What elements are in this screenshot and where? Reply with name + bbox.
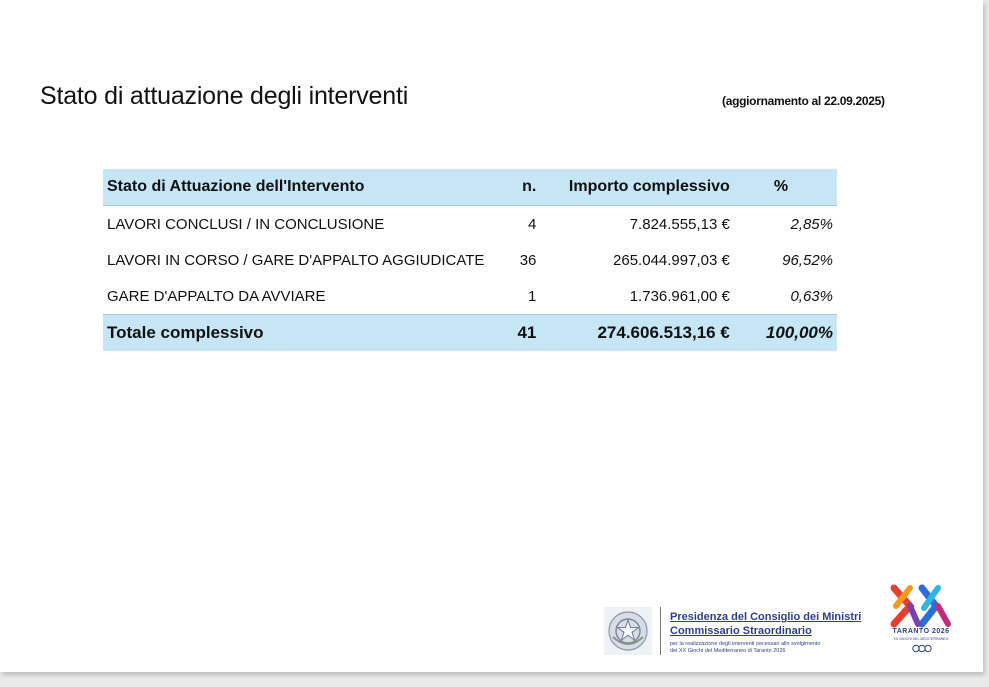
table-row: [103, 242, 837, 278]
page-title: Stato di attuazione degli interventi: [40, 82, 409, 110]
footer-divider: [660, 607, 661, 655]
row-percent: 0,63%: [790, 287, 833, 305]
total-label: Totale complessivo: [107, 323, 264, 342]
org-name-line1: Presidenza del Consiglio dei Ministri: [670, 611, 862, 623]
org-description-line2: dei XX Giochi del Mediterraneo di Taranto 2026: [670, 648, 786, 654]
row-percent: 96,52%: [782, 251, 833, 269]
table-row: [103, 278, 837, 315]
taranto-2026-logo: [888, 584, 958, 658]
header-count: n.: [522, 178, 537, 195]
table-total-row: [103, 315, 837, 352]
row-count: 1: [528, 287, 537, 305]
table-row: [103, 206, 837, 243]
row-percent: 2,85%: [790, 215, 833, 233]
row-label: LAVORI CONCLUSI / IN CONCLUSIONE: [107, 215, 385, 233]
table-header-row: [103, 169, 837, 206]
italian-republic-emblem-icon: [604, 607, 652, 655]
header-percent: %: [773, 178, 789, 195]
row-label: LAVORI IN CORSO / GARE D'APPALTO AGGIUDICATE: [107, 251, 485, 269]
update-date-note: (aggiornamento al 22.09.2025): [722, 94, 885, 108]
row-label: GARE D'APPALTO DA AVVIARE: [107, 287, 326, 305]
org-name-line2: Commissario Straordinario: [670, 625, 812, 637]
total-count: 41: [517, 323, 537, 342]
header-label: Stato di Attuazione dell'Intervento: [107, 178, 365, 195]
row-amount: 1.736.961,00 €: [629, 287, 730, 305]
footer-institution: [604, 605, 864, 657]
total-amount: 274.606.513,16 €: [597, 323, 730, 342]
org-description-line1: per la realizzazione degli interventi necessari allo svolgimento: [670, 641, 821, 647]
rings-icon: [912, 644, 932, 653]
logo-subcaption: XX GIOCHI DEL MEDITERRANEO: [893, 637, 949, 641]
taranto-2026-logo-icon: [888, 584, 954, 628]
row-count: 4: [528, 215, 537, 233]
logo-caption: TARANTO 2026: [892, 628, 950, 635]
status-table: [103, 169, 837, 351]
row-amount: 7.824.555,13 €: [629, 215, 730, 233]
header-amount: Importo complessivo: [568, 178, 730, 195]
row-amount: 265.044.997,03 €: [613, 251, 730, 269]
row-count: 36: [519, 251, 537, 269]
total-percent: 100,00%: [765, 323, 833, 342]
